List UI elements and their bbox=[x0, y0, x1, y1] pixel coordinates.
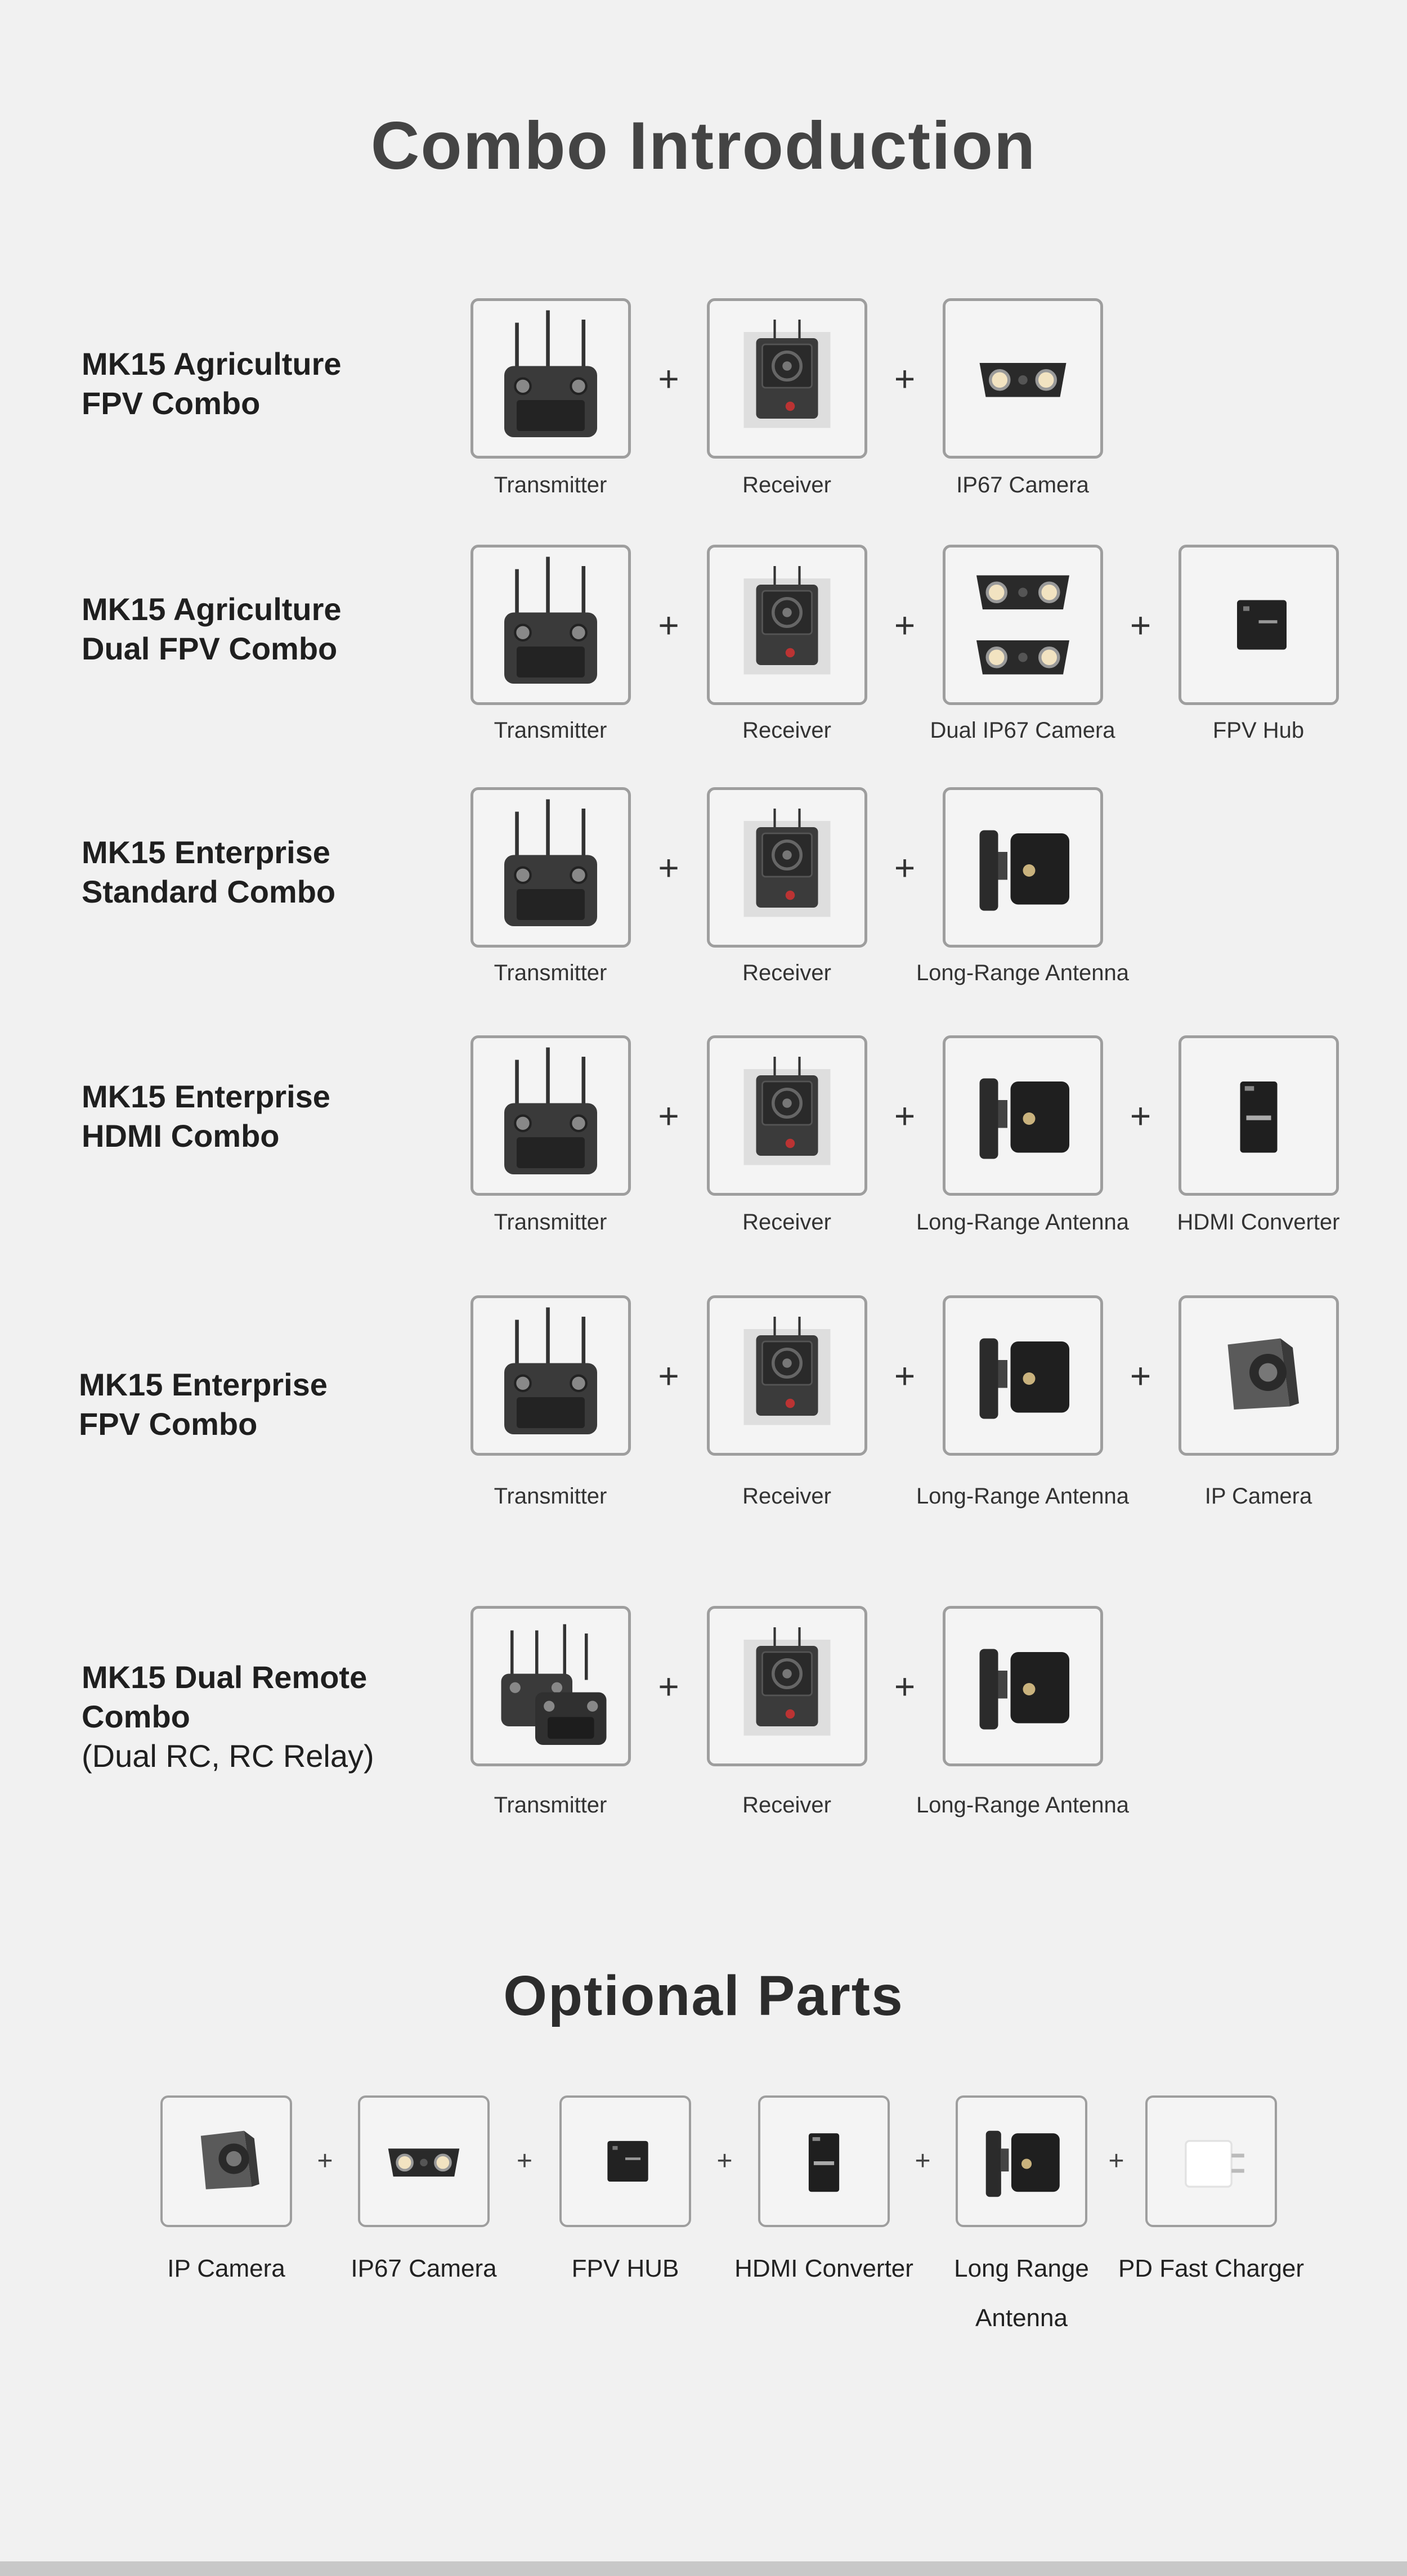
hdmi-converter-icon bbox=[1181, 1038, 1336, 1193]
product-box bbox=[707, 298, 867, 459]
combo-name-line: Standard Combo bbox=[82, 874, 336, 909]
combo-name-line: MK15 Agriculture bbox=[82, 346, 342, 382]
optional-part-box bbox=[358, 2095, 490, 2227]
combo-name-line: FPV Combo bbox=[82, 385, 261, 421]
product-box bbox=[1179, 1295, 1339, 1456]
ip67-camera-icon bbox=[946, 301, 1100, 456]
product-box bbox=[471, 787, 631, 948]
product-box bbox=[471, 545, 631, 705]
combo-name bbox=[82, 1658, 374, 1776]
product-box bbox=[1179, 1035, 1339, 1196]
combo-name-line: MK15 Dual Remote bbox=[82, 1659, 368, 1695]
product-box bbox=[943, 298, 1103, 459]
plus-sign: + bbox=[1130, 1355, 1151, 1396]
optional-part-label bbox=[524, 2244, 727, 2294]
fpv-hub-icon bbox=[562, 2098, 689, 2225]
product-label: HDMI Converter bbox=[1177, 1210, 1340, 1235]
long-range-antenna-icon bbox=[946, 790, 1100, 945]
ip67-camera-icon bbox=[360, 2098, 487, 2225]
transmitter-icon bbox=[473, 790, 628, 945]
combo-name-line: MK15 Enterprise bbox=[82, 1079, 330, 1114]
product-label: Transmitter bbox=[494, 718, 607, 743]
product-label: Long-Range Antenna bbox=[916, 1210, 1130, 1235]
receiver-icon bbox=[710, 1298, 864, 1453]
plus-sign: + bbox=[658, 847, 679, 888]
pd-fast-charger-icon bbox=[1148, 2098, 1275, 2225]
receiver-icon bbox=[710, 790, 864, 945]
product-label: Receiver bbox=[742, 961, 831, 985]
combo-name bbox=[82, 833, 335, 912]
plus-sign: + bbox=[658, 604, 679, 645]
product-label: Transmitter bbox=[494, 1484, 607, 1509]
combo-name bbox=[82, 590, 342, 668]
product-label: IP67 Camera bbox=[956, 473, 1089, 497]
plus-sign: + bbox=[1130, 604, 1151, 645]
receiver-icon bbox=[710, 1038, 864, 1193]
receiver-icon bbox=[710, 301, 864, 456]
ip-camera-icon bbox=[163, 2098, 290, 2225]
product-label: Transmitter bbox=[494, 1210, 607, 1235]
plus-sign: + bbox=[658, 1355, 679, 1396]
product-box bbox=[943, 1606, 1103, 1766]
optional-part-label bbox=[322, 2244, 525, 2294]
long-range-antenna-icon bbox=[946, 1609, 1100, 1763]
plus-sign: + bbox=[894, 358, 916, 399]
plus-sign: + bbox=[658, 358, 679, 399]
combo-name bbox=[82, 1077, 330, 1156]
transmitter-icon bbox=[473, 1298, 628, 1453]
combo-name-line: Dual FPV Combo bbox=[82, 631, 338, 666]
product-label: Receiver bbox=[742, 1484, 831, 1509]
optional-part-box bbox=[1145, 2095, 1277, 2227]
optional-part-label bbox=[920, 2244, 1123, 2343]
product-box bbox=[707, 1606, 867, 1766]
hdmi-converter-icon bbox=[760, 2098, 888, 2225]
combo-name-line: HDMI Combo bbox=[82, 1118, 280, 1154]
optional-part-label bbox=[1110, 2244, 1312, 2294]
product-label: Long-Range Antenna bbox=[916, 1793, 1130, 1817]
plus-sign: + bbox=[894, 847, 916, 888]
product-label: Long-Range Antenna bbox=[916, 1484, 1130, 1509]
dual-ip67-camera-icon bbox=[946, 547, 1100, 702]
ip-camera-icon bbox=[1181, 1298, 1336, 1453]
product-label: IP Camera bbox=[1204, 1484, 1312, 1509]
plus-sign: + bbox=[894, 1666, 916, 1707]
plus-sign: + bbox=[658, 1666, 679, 1707]
plus-sign: + bbox=[1108, 2146, 1124, 2176]
fpv-hub-icon bbox=[1181, 547, 1336, 702]
product-box bbox=[707, 787, 867, 948]
receiver-icon bbox=[710, 1609, 864, 1763]
product-box bbox=[707, 545, 867, 705]
bottom-divider-bar bbox=[0, 2561, 1407, 2576]
optional-part-label-line: IP Camera bbox=[167, 2255, 285, 2282]
product-box bbox=[471, 1035, 631, 1196]
product-box bbox=[943, 1035, 1103, 1196]
product-box bbox=[1179, 545, 1339, 705]
product-label: FPV Hub bbox=[1212, 718, 1305, 743]
combo-introduction-title: Combo Introduction bbox=[370, 108, 1037, 183]
combo-name-line: MK15 Agriculture bbox=[82, 591, 342, 627]
transmitter-icon bbox=[473, 1038, 628, 1193]
optional-part-label-line: HDMI Converter bbox=[734, 2255, 913, 2282]
plus-sign: + bbox=[915, 2146, 931, 2176]
plus-sign: + bbox=[894, 1095, 916, 1136]
product-label: Receiver bbox=[742, 1793, 831, 1817]
product-label: Transmitter bbox=[494, 473, 607, 497]
optional-part-label bbox=[125, 2244, 328, 2294]
product-label: Receiver bbox=[742, 473, 831, 497]
product-label: Long-Range Antenna bbox=[916, 961, 1130, 985]
product-label: Transmitter bbox=[494, 961, 607, 985]
product-box bbox=[707, 1035, 867, 1196]
optional-part-box bbox=[160, 2095, 292, 2227]
plus-sign: + bbox=[894, 1355, 916, 1396]
optional-part-label-line: FPV HUB bbox=[571, 2255, 679, 2282]
optional-part-box bbox=[956, 2095, 1087, 2227]
optional-part-label-line: Long Range bbox=[954, 2255, 1089, 2282]
product-box bbox=[471, 1606, 631, 1766]
product-box bbox=[707, 1295, 867, 1456]
combo-name-line: (Dual RC, RC Relay) bbox=[82, 1738, 374, 1774]
plus-sign: + bbox=[894, 604, 916, 645]
plus-sign: + bbox=[716, 2146, 733, 2176]
plus-sign: + bbox=[1130, 1095, 1151, 1136]
product-box bbox=[471, 1295, 631, 1456]
product-box bbox=[943, 1295, 1103, 1456]
combo-name-line: FPV Combo bbox=[79, 1406, 258, 1442]
product-box bbox=[943, 787, 1103, 948]
optional-parts-title: Optional Parts bbox=[503, 1964, 904, 2027]
combo-name bbox=[82, 344, 342, 423]
receiver-icon bbox=[710, 547, 864, 702]
dual-transmitter-icon bbox=[473, 1609, 628, 1763]
optional-part-label-line: IP67 Camera bbox=[351, 2255, 497, 2282]
optional-part-label-line: Antenna bbox=[975, 2304, 1068, 2332]
transmitter-icon bbox=[473, 547, 628, 702]
combo-name-line: MK15 Enterprise bbox=[79, 1367, 328, 1402]
optional-part-box bbox=[758, 2095, 890, 2227]
plus-sign: + bbox=[516, 2146, 533, 2176]
plus-sign: + bbox=[658, 1095, 679, 1136]
combo-name-line: Combo bbox=[82, 1699, 190, 1734]
product-box bbox=[471, 298, 631, 459]
combo-name bbox=[79, 1365, 328, 1444]
optional-part-label-line: PD Fast Charger bbox=[1118, 2255, 1305, 2282]
long-range-antenna-icon bbox=[958, 2098, 1085, 2225]
plus-sign: + bbox=[317, 2146, 333, 2176]
product-label: Transmitter bbox=[494, 1793, 607, 1817]
transmitter-icon bbox=[473, 301, 628, 456]
combo-name-line: MK15 Enterprise bbox=[82, 834, 330, 870]
product-label: Receiver bbox=[742, 1210, 831, 1235]
long-range-antenna-icon bbox=[946, 1038, 1100, 1193]
optional-part-label bbox=[723, 2244, 925, 2294]
product-label: Dual IP67 Camera bbox=[930, 718, 1115, 743]
long-range-antenna-icon bbox=[946, 1298, 1100, 1453]
product-label: Receiver bbox=[742, 718, 831, 743]
optional-part-box bbox=[559, 2095, 691, 2227]
product-box bbox=[943, 545, 1103, 705]
